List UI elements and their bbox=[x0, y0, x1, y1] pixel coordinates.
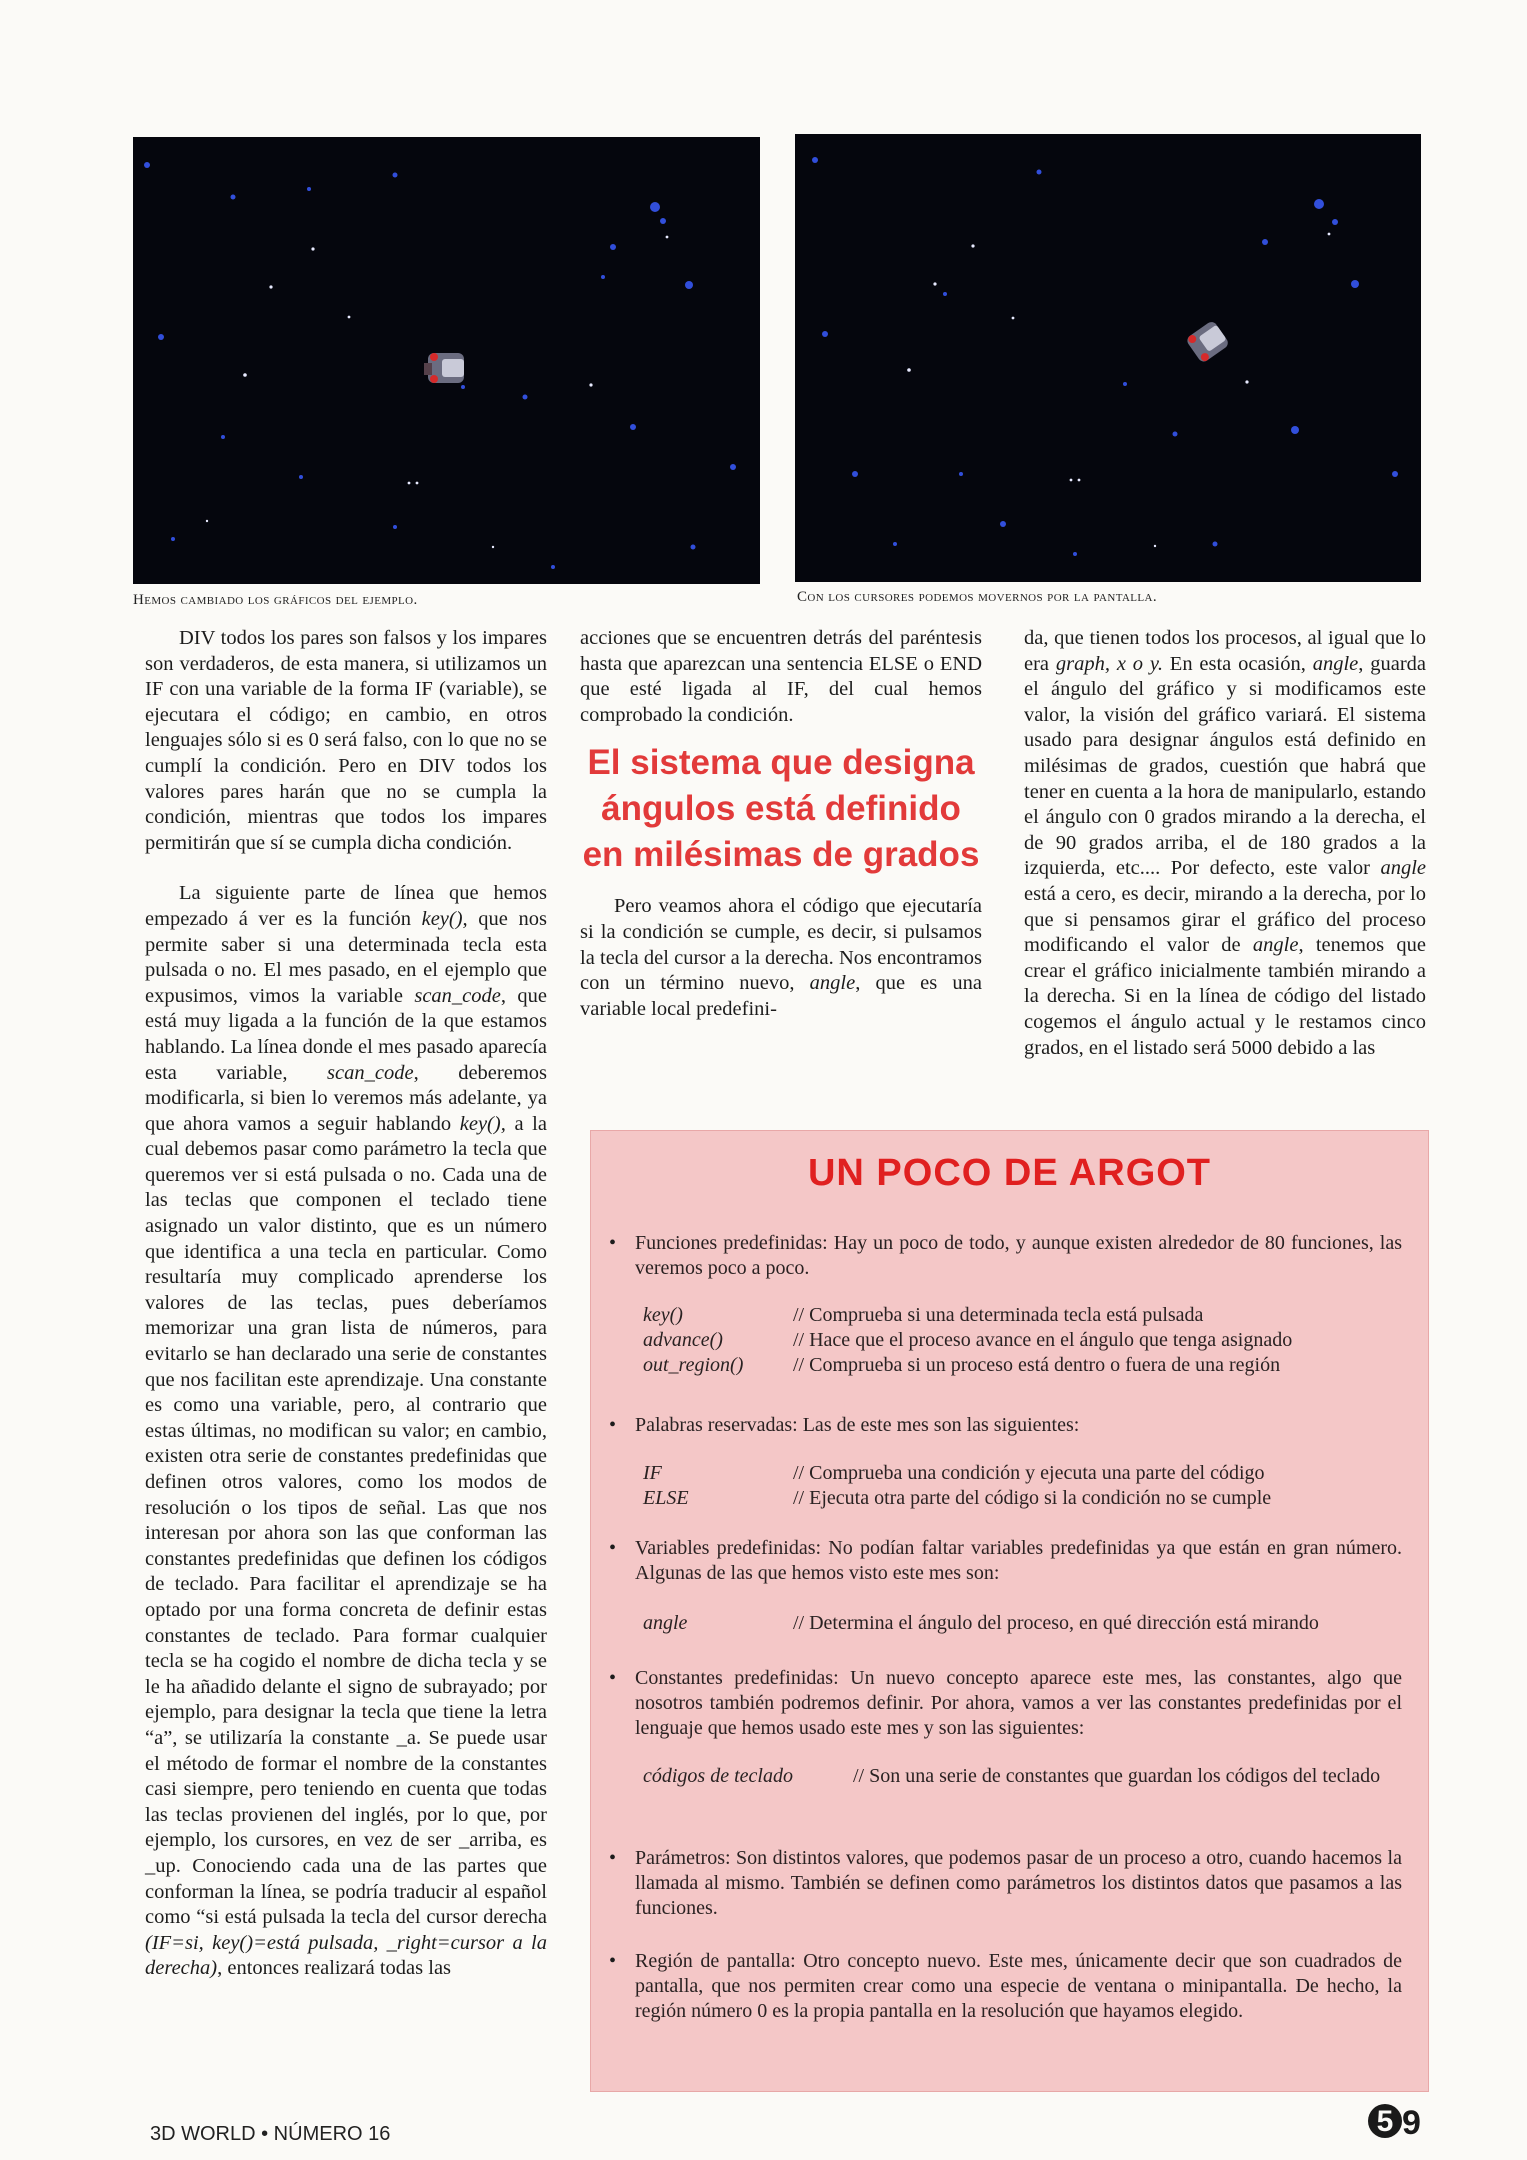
def-value: // Comprueba si un proceso está dentro o fuera de una región bbox=[793, 1354, 1281, 1376]
starfield-right bbox=[795, 134, 1421, 582]
footer-magazine: 3D WORLD • NÚMERO 16 bbox=[150, 2123, 391, 2145]
text-run: , tenemos que crear el gráfico inicialmente también mirando a la derecha. Si en la línea de código del listado cogemos el ángulo actual y le restamos cinco grados, en el listado será 5000 debido a las bbox=[1024, 934, 1426, 1059]
col1-paragraph-1: DIV todos los pares son falsos y los impares son verdaderos, de esta manera, si utilizamos un IF con una variable de la forma IF (variable), se ejecutara el código; en cambio, en otros lenguajes sólo si es 0 será falso, con lo que no se cumplí la condición. Pero en DIV todos los valores pares harán que no se cumpla la condición, mientras que todos los impares permitirán que sí se cumpla dicha condición. bbox=[145, 627, 547, 854]
item-label: Variables predefinidas: bbox=[635, 1537, 822, 1559]
text-run: , entonces realizará todas las bbox=[217, 1957, 452, 1980]
column-1 bbox=[145, 626, 547, 1982]
defs-variables bbox=[643, 1611, 1402, 1636]
def-key: out_region() bbox=[643, 1354, 744, 1376]
item-label: Palabras reservadas: bbox=[635, 1414, 798, 1436]
caption-left: Hemos cambiado los gráficos del ejemplo. bbox=[133, 592, 418, 608]
glossary-box bbox=[590, 1130, 1429, 2092]
bullet-icon: • bbox=[609, 1232, 617, 1254]
text-run: La siguiente parte de línea que hemos empezado á ver es la función bbox=[145, 882, 547, 930]
def-value: // Comprueba una condición y ejecuta una parte del código bbox=[793, 1462, 1265, 1484]
item-label: Región de pantalla: bbox=[635, 1950, 796, 1972]
bullet-icon: • bbox=[609, 1950, 617, 1972]
pull-quote: El sistema que designa ángulos está definido en milésimas de grados bbox=[582, 743, 980, 875]
column-3 bbox=[1024, 626, 1426, 1061]
code-term: angle bbox=[809, 972, 856, 995]
def-key: IF bbox=[643, 1462, 662, 1484]
bullet-icon: • bbox=[609, 1414, 617, 1436]
page-number-rest: 9 bbox=[1402, 2104, 1421, 2142]
def-value: // Comprueba si una determinada tecla está pulsada bbox=[793, 1304, 1204, 1326]
screenshot-left bbox=[133, 137, 760, 584]
def-row bbox=[643, 1486, 1402, 1511]
text-run: da, que tienen todos los procesos, al igual que lo era bbox=[1024, 627, 1426, 675]
item-text: Un nuevo concepto aparece este mes, las constantes, algo que nosotros también podremos definir. Por ahora, vamos a ver las constantes predefinidas por el lenguaje que hemos usado este mes y son las siguientes: bbox=[635, 1667, 1403, 1739]
glossary-item-funciones bbox=[609, 1231, 1402, 1281]
glossary-item-palabras bbox=[609, 1413, 1402, 1438]
def-row bbox=[643, 1328, 1402, 1353]
bullet-icon: • bbox=[609, 1667, 617, 1689]
item-label: Constantes predefinidas: bbox=[635, 1667, 839, 1689]
text-run: a la cual debemos pasar como parámetro la tecla que queremos ver si está pulsada o no. Cada una de las teclas que componen el teclado tiene asignado un valor distinto, que es un número que identifica a una tecla en particular. Como resultaría muy complicado aprenderse los valores de las teclas, pues deberíamos memorizar una gran lista de números, para evitarlo se han declarado una serie de constantes que nos facilitan este aprendizaje. Una constante es como una variable, pero, al contrario que estas últimas, no modifican su valor; en cambio, existen otra serie de constantes predefinidas que definen otros valores, como los modos de resolución o los tipos de señal. Las que nos interesan por ahora son las que conforman las constantes predefinidas que definen los códigos de teclado. Para facilitar el aprendizaje se ha optado por una forma concreta de definir estas constantes de teclado. Para formar cualquier tecla se ha cogido el nombre de dicha tecla y se le ha añadido delante el signo de subrayado; por ejemplo, para designar la tecla que tiene la letra “a”, se utilizaría la constante _a. Se puede usar el método de formar el nombre de la constantes casi siempre, pero teniendo en cuenta que todas las teclas provienen del inglés, por lo que, por ejemplo, los cursores, en vez de ser _arriba, es _up. Conociendo cada una de las partes que conforman la línea, se podría traducir al español como “si está pulsada la tecla del cursor derecha bbox=[145, 1112, 547, 1929]
item-label: Funciones predefinidas: bbox=[635, 1232, 828, 1254]
def-value: // Son una serie de constantes que guardan los códigos del teclado bbox=[853, 1765, 1381, 1787]
glossary-item-constantes bbox=[609, 1666, 1402, 1741]
bullet-icon: • bbox=[609, 1847, 617, 1869]
text-run: , deberemos modificarla, si bien lo veremos más adelante, ya que ahora vamos a seguir hablando bbox=[145, 1061, 548, 1135]
def-key: key() bbox=[643, 1304, 683, 1326]
code-term: scan_code bbox=[414, 984, 501, 1007]
defs-palabras bbox=[643, 1461, 1402, 1511]
text-run: está a cero, es decir, mirando a la derecha, por lo que si pensamos girar el gráfico del proceso modificando el valor de bbox=[1024, 882, 1426, 957]
def-row bbox=[643, 1461, 1402, 1486]
code-term: angle bbox=[1252, 934, 1299, 957]
code-term: angle bbox=[1380, 857, 1426, 880]
code-term: key(), bbox=[459, 1112, 506, 1135]
text-run: En esta ocasión, bbox=[1162, 652, 1313, 675]
col3-paragraph bbox=[1024, 626, 1426, 1061]
text-run: que nos permite saber si una determinada tecla esta pulsada o no. El mes pasado, en el ejemplo que expusimos, vimos la variable bbox=[145, 907, 548, 1007]
glossary-item-parametros bbox=[609, 1846, 1402, 1921]
def-key: ELSE bbox=[643, 1487, 689, 1509]
defs-constantes bbox=[643, 1764, 1402, 1789]
def-row bbox=[643, 1303, 1402, 1328]
text-run: Pero veamos ahora el código que ejecutaría si la condición se cumple, es decir, si pulsamos la tecla del cursor a la derecha. Nos encontramos con un término nuevo, bbox=[580, 895, 982, 995]
bullet-icon: • bbox=[609, 1537, 617, 1559]
def-row bbox=[643, 1353, 1402, 1378]
def-value: // Hace que el proceso avance en el ángulo que tenga asignado bbox=[793, 1329, 1293, 1351]
item-text: Son distintos valores, que podemos pasar de un proceso a otro, cuando hacemos la llamada al mismo. También se definen como parámetros los distintos datos que pasamos a las funciones. bbox=[635, 1847, 1402, 1919]
text-run: , que está muy ligada a la función de la que estamos hablando. La línea donde el mes pasado aparecía esta variable, bbox=[145, 984, 547, 1084]
starfield-left bbox=[133, 137, 760, 584]
code-term: graph, x o y. bbox=[1055, 652, 1163, 675]
defs-funciones bbox=[643, 1303, 1402, 1378]
text-run: , guarda el ángulo del gráfico y si modificamos este valor, la visión del gráfico variará. El sistema usado para designar ángulos está definido en milésimas de grados, cuestión que habrá que tener en cuenta a la hora de manipularlo, estando el ángulo con 0 grados mirando a la derecha, el de 90 grados arriba, el de 180 grados a la izquierda, etc.... Por defecto, este valor bbox=[1024, 652, 1427, 880]
def-key: angle bbox=[643, 1612, 688, 1634]
page-number bbox=[1368, 2104, 1421, 2143]
column-2 bbox=[580, 626, 982, 1022]
glossary-item-region bbox=[609, 1949, 1402, 2024]
glossary-title: UN POCO DE ARGOT bbox=[807, 1152, 1212, 1194]
item-text: Hay un poco de todo, y aunque existen alrededor de 80 funciones, las veremos poco a poco. bbox=[635, 1232, 1403, 1279]
item-text: Otro concepto nuevo. Este mes, únicamente decir que son cuadrados de pantalla, que nos permiten crear como una especie de ventana o minipantalla. De hecho, la región número 0 es la propia pantalla en la resolución que hayamos elegido. bbox=[635, 1950, 1402, 2022]
def-row bbox=[643, 1611, 1402, 1636]
def-value: // Ejecuta otra parte del código si la condición no se cumple bbox=[793, 1487, 1272, 1509]
def-value: // Determina el ángulo del proceso, en qué dirección está mirando bbox=[793, 1612, 1319, 1634]
page-number-circle: 5 bbox=[1368, 2104, 1402, 2138]
def-row bbox=[643, 1764, 1402, 1789]
def-key: códigos de teclado bbox=[643, 1765, 793, 1787]
col2-paragraph-1: acciones que se encuentren detrás del paréntesis hasta que aparezcan una sentencia ELSE o END que esté ligada al IF, del cual hemos comprobado la condición. bbox=[580, 627, 982, 726]
screenshot-right bbox=[795, 134, 1421, 582]
code-term: scan_code bbox=[327, 1061, 414, 1084]
col2-paragraph-2 bbox=[580, 894, 982, 1022]
def-key: advance() bbox=[643, 1329, 723, 1351]
code-term: key(), bbox=[421, 907, 468, 930]
item-label: Parámetros: bbox=[635, 1847, 731, 1869]
item-text: Las de este mes son las siguientes: bbox=[797, 1414, 1080, 1436]
code-term: angle bbox=[1312, 652, 1359, 675]
col1-paragraph-2 bbox=[145, 881, 547, 1982]
caption-right: Con los cursores podemos movernos por la pantalla. bbox=[797, 589, 1158, 605]
text-run: , que es una variable local predefini- bbox=[580, 972, 982, 1020]
code-term: (IF=si, key()=está pulsada, _right=cursor a la derecha) bbox=[145, 1931, 547, 1980]
item-text: No podían faltar variables predefinidas ya que están en gran número. Algunas de las que hemos visto este mes son: bbox=[635, 1537, 1402, 1584]
glossary-item-variables bbox=[609, 1536, 1402, 1586]
ship-sprite-left bbox=[424, 353, 464, 383]
